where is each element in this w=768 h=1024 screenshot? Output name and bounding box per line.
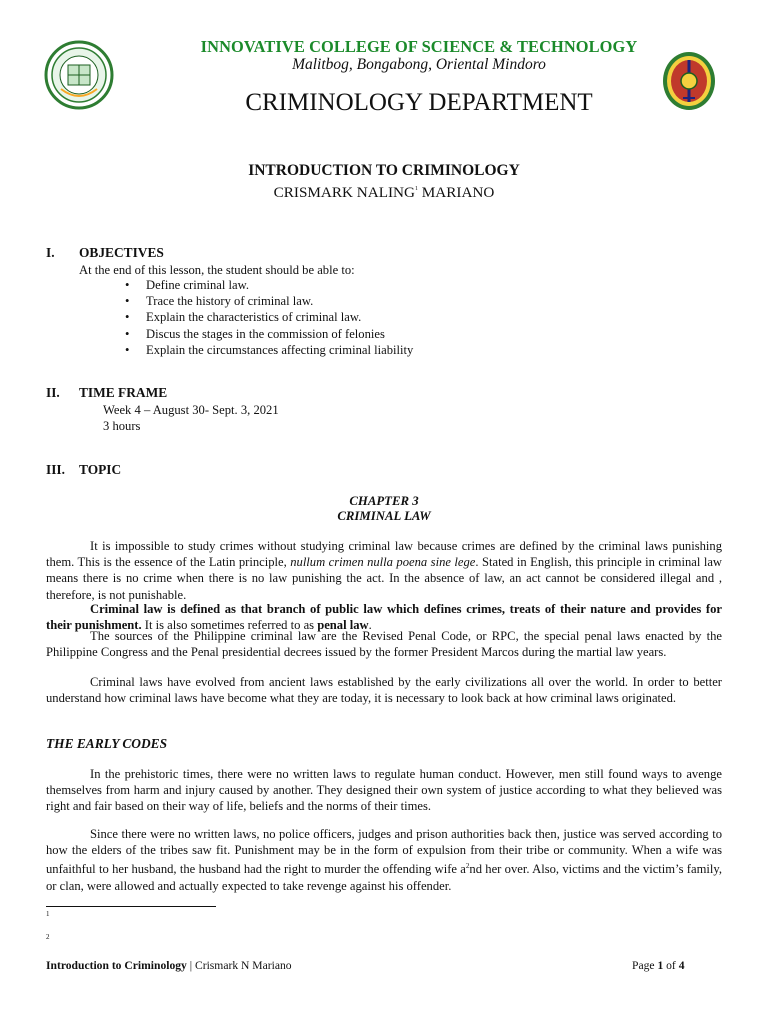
list-item: • Trace the history of criminal law. (124, 293, 413, 309)
page-footer-title: Introduction to Criminology | Crismark N Mariano (46, 959, 292, 972)
time-frame-hours: 3 hours (103, 419, 141, 433)
heading-early-codes: THE EARLY CODES (46, 736, 168, 751)
paragraph-no-written-laws: Since there were no written laws, no police officers, judges and prison authorities back then, justice was served according to how the elders of the tribes saw fit. Punishment may be in the form of expulsion from their tribe or community. When a wife was unfaithful to her husband, the husband had the right to murder the offending wife $a^2nd$ her over. Also, victims and the victim’s family, or clan, were allowed and actually expected to take revenge against his offender. (46, 827, 723, 893)
objectives-intro: At the end of this lesson, the student should be able to: (79, 263, 355, 277)
paragraph-intro: It is impossible to study crimes without studying criminal law because crimes are defined by the criminal laws punishing them. This is the essence of the Latin principle, nullum crimen nulla poena sine lege. Stated in English, this principle in criminal law means there is no crime when there is no law punishing the act. In the absence of law, an act cannot be considered illegal and , therefore, is not punishable. (46, 539, 723, 602)
section-title-topic: TOPIC (79, 462, 122, 477)
paragraph-sources: The sources of the Philippine criminal law are the Revised Penal Code, or RPC, the special penal laws enacted by the Philippine Congress and the Penal presidential decrees issued by the former President Marcos during the martial law years. (46, 629, 722, 660)
paragraph-definition: Criminal law is defined as that branch of public law which defines crimes, treats of their nature and provides for their punishment. It is also sometimes referred to as penal law. (46, 602, 722, 633)
time-frame-week: Week 4 – August 30- Sept. 3, 2021 (103, 403, 279, 417)
footnote-2: 2 (46, 933, 50, 941)
page-number: Page 1 of 4 (632, 959, 685, 972)
school-address: Malitbog, Bongabong, Oriental Mindoro (292, 56, 546, 73)
list-item: • Explain the characteristics of criminal law. (124, 309, 413, 325)
list-item: • Explain the circumstances affecting criminal liability (124, 342, 413, 358)
paragraph-prehistoric: In the prehistoric times, there were no written laws to regulate human conduct. However, men still found ways to avenge themselves from harm and injury caused by another. They designed their own system of justice according to what they believed was right and fair based on their way of life, beliefs and the norms of their times. (46, 767, 722, 814)
footnote-divider (46, 906, 216, 907)
section-number: I. (46, 245, 55, 260)
section-title-objectives: OBJECTIVES (79, 245, 164, 260)
chapter-title: CRIMINAL LAW (337, 509, 431, 523)
section-title-time-frame: TIME FRAME (79, 385, 168, 400)
section-number: II. (46, 385, 60, 400)
course-title: INTRODUCTION TO CRIMINOLOGY (248, 162, 520, 179)
footnote-1: 1 (46, 910, 50, 918)
section-number: III. (46, 462, 65, 477)
course-author: CRISMARK NALING$^1$ MARIANO (273, 184, 495, 201)
footnote-ref: 1 (414, 186, 418, 192)
list-item: • Define criminal law. (124, 277, 413, 293)
paragraph-evolution: Criminal laws have evolved from ancient laws established by the early civilizations all over the world. In order to better understand how criminal laws have become what they are today, it is necessary to look back at how criminal laws originated. (46, 675, 722, 706)
footnote-ref: 2 (465, 862, 470, 871)
objectives-list (124, 277, 413, 358)
department-title: CRIMINOLOGY DEPARTMENT (245, 89, 593, 116)
school-name: INNOVATIVE COLLEGE OF SCIENCE & TECHNOLOGY (200, 37, 638, 56)
department-badge-logo (661, 50, 717, 112)
chapter-label: CHAPTER 3 (349, 494, 419, 508)
list-item: • Discus the stages in the commission of felonies (124, 326, 413, 342)
